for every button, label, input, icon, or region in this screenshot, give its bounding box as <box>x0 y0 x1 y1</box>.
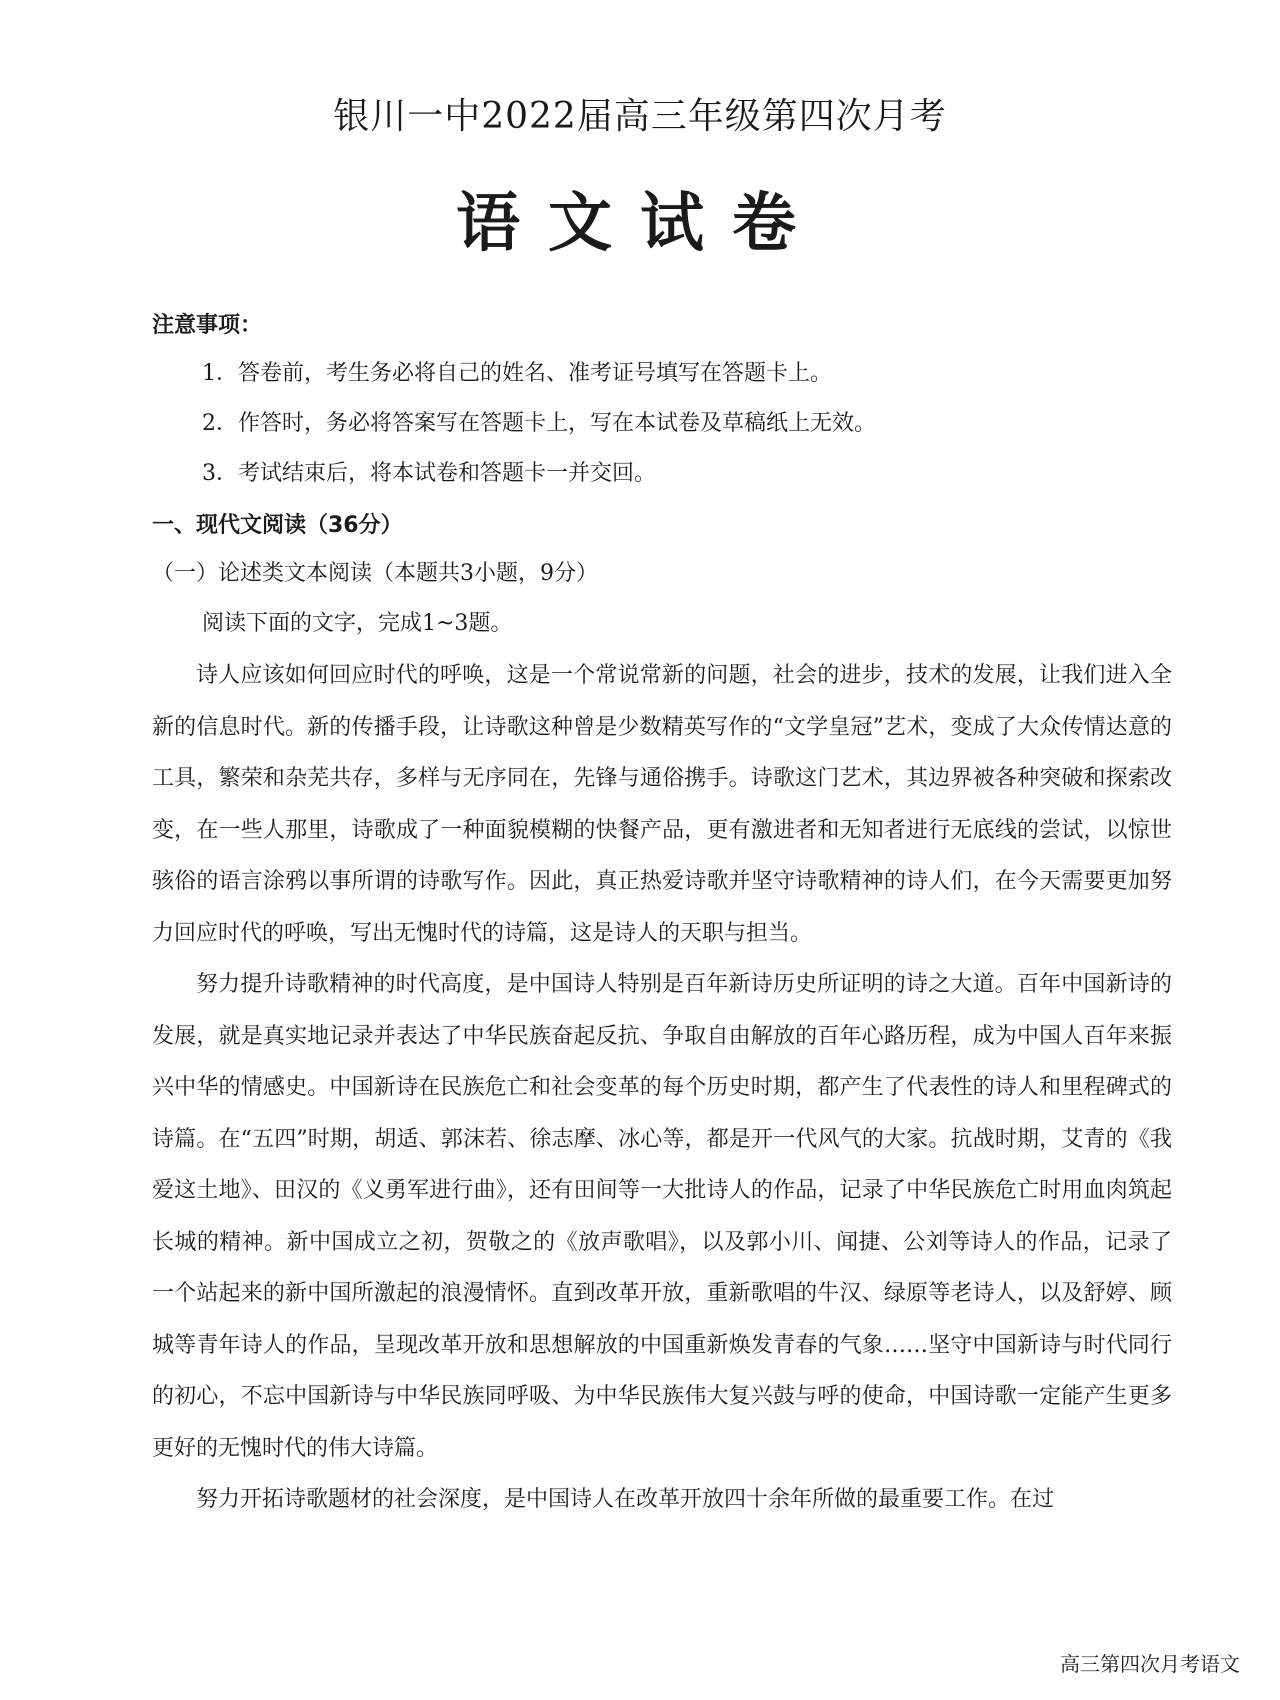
subsection-heading: （一）论述类文本阅读（本题共3小题，9分） <box>152 561 598 586</box>
exam-title: 银川一中2022届高三年级第四次月考 <box>333 96 947 137</box>
page-footer: 高三第四次月考语文 <box>1060 1652 1240 1676</box>
notice-item: 2．作答时，务必将答案写在答题卡上，写在本试卷及草稿纸上无效。 <box>202 411 876 436</box>
notice-item: 3．考试结束后，将本试卷和答题卡一并交回。 <box>202 461 656 486</box>
notice-item: 1．答卷前，考生务必将自己的姓名、准考证号填写在答题卡上。 <box>202 361 832 386</box>
notice-heading: 注意事项： <box>152 313 263 338</box>
reading-passage <box>152 650 1172 1526</box>
subject-title: 语文试卷 <box>456 187 824 261</box>
passage-paragraph: 努力提升诗歌精神的时代高度，是中国诗人特别是百年新诗历史所证明的诗之大道。百年中国新诗的发展，就是真实地记录并表达了中华民族奋起反抗、争取自由解放的百年心路历程，成为中国人百年来振兴中华的情感史。中国新诗在民族危亡和社会变革的每个历史时期，都产生了代表性的诗人和里程碑式的诗篇。在“五四”时期，胡适、郭沫若、徐志摩、冰心等，都是开一代风气的大家。抗战时期，艾青的《我爱这土地》、田汉的《义勇军进行曲》，还有田间等一大批诗人的作品，记录了中华民族危亡时用血肉筑起长城的精神。新中国成立之初，贺敬之的《放声歌唱》，以及郭小川、闻捷、公刘等诗人的作品，记录了一个站起来的新中国所激起的浪漫情怀。直到改革开放，重新歌唱的牛汉、绿原等老诗人，以及舒婷、顾城等青年诗人的作品，呈现改革开放和思想解放的中国重新焕发青春的气象……坚守中国新诗与时代同行的初心，不忘中国新诗与中华民族同呼吸、为中华民族伟大复兴鼓与呼的使命，中国诗歌一定能产生更多更好的无愧时代的伟大诗篇。 <box>152 972 1172 1461</box>
notice-list <box>202 356 876 506</box>
section-heading: 一、现代文阅读（36分） <box>152 513 403 538</box>
reading-instruction: 阅读下面的文字，完成1~3题。 <box>202 611 513 636</box>
passage-paragraph: 努力开拓诗歌题材的社会深度，是中国诗人在改革开放四十余年所做的最重要工作。在过 <box>196 1487 1055 1512</box>
passage-paragraph: 诗人应该如何回应时代的呼唤，这是一个常说常新的问题，社会的进步，技术的发展，让我们进入全新的信息时代。新的传播手段，让诗歌这种曾是少数精英写作的“文学皇冠”艺术，变成了大众传情达意的工具，繁荣和杂芜共存，多样与无序同在，先锋与通俗携手。诗歌这门艺术，其边界被各种突破和探索改变，在一些人那里，诗歌成了一种面貌模糊的快餐产品，更有激进者和无知者进行无底线的尝试，以惊世骇俗的语言涂鸦以事所谓的诗歌写作。因此，真正热爱诗歌并坚守诗歌精神的诗人们，在今天需要更加努力回应时代的呼唤，写出无愧时代的诗篇，这是诗人的天职与担当。 <box>152 663 1172 946</box>
